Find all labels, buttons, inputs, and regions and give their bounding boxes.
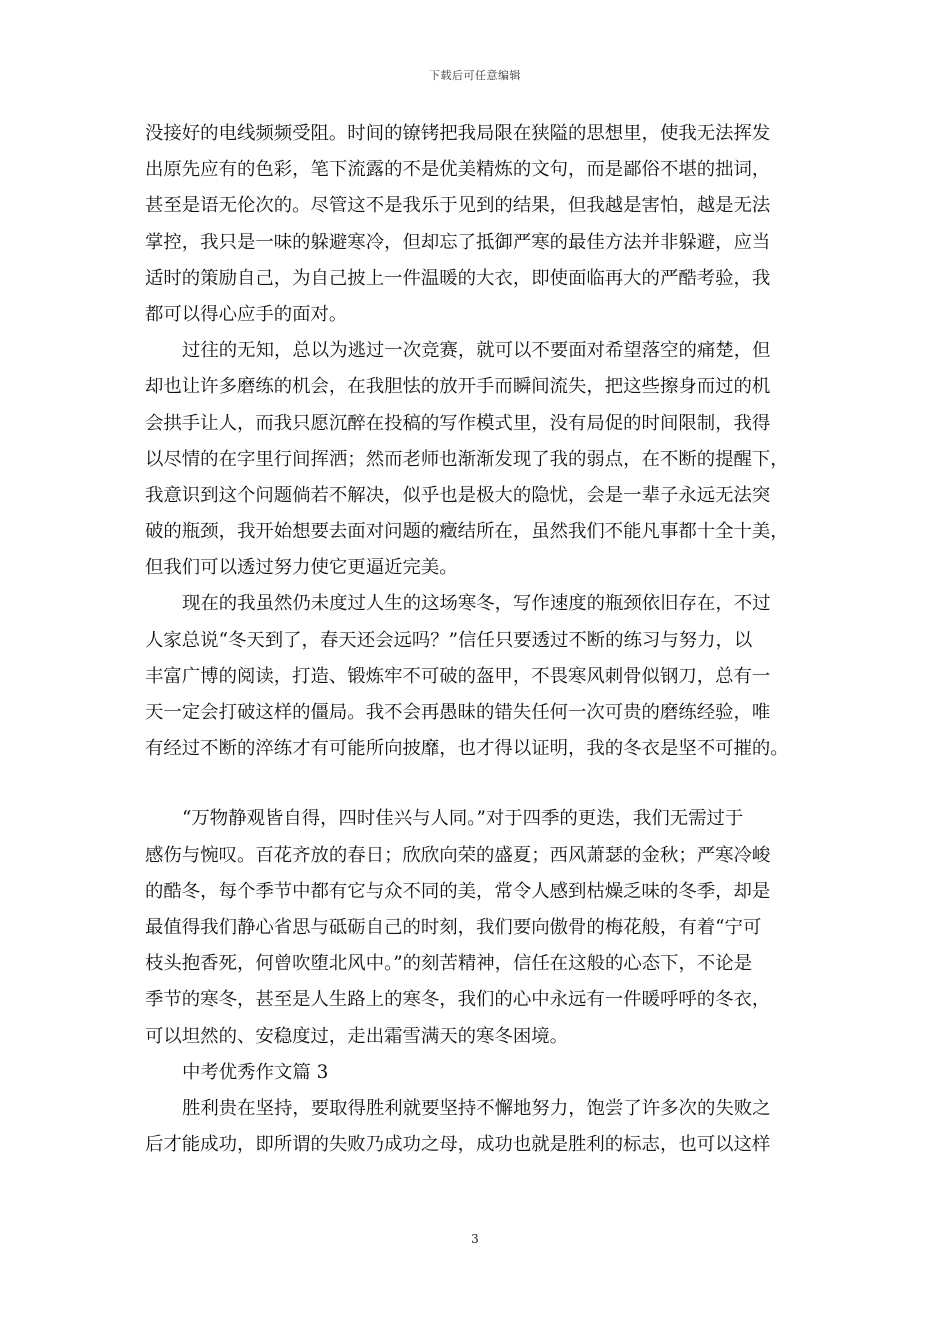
text-line: 丰富广博的阅读，打造、锻炼牢不可破的盔甲，不畏寒风刺骨似钢刀，总有一: [145, 665, 771, 687]
text-line: 以尽情的在字里行间挥洒；然而老师也渐渐发现了我的弱点，在不断的提醒下，: [145, 448, 789, 470]
text-line: 枝头抱香死，何曾吹堕北风中。”的刻苦精神，信任在这般的心态下，不论是: [145, 953, 753, 975]
text-line: 却也让许多磨练的机会，在我胆怯的放开手而瞬间流失，把这些擦身而过的机: [145, 376, 771, 398]
text-line: 季节的寒冬，甚至是人生路上的寒冬，我们的心中永远有一件暖呼呼的冬衣，: [145, 989, 771, 1011]
text-line: 出原先应有的色彩，笔下流露的不是优美精炼的文句，而是鄙俗不堪的拙词，: [145, 159, 771, 181]
text-line: 后才能成功，即所谓的失败乃成功之母，成功也就是胜利的标志，也可以这样: [145, 1134, 771, 1156]
text-line: 没接好的电线频频受阻。时间的镣铐把我局限在狭隘的思想里，使我无法挥发: [145, 123, 771, 144]
paragraph: [145, 586, 815, 767]
text-line: 的酷冬，每个季节中都有它与众不同的美，常令人感到枯燥乏味的冬季，却是: [145, 880, 771, 902]
text-line: 都可以得心应手的面对。: [145, 303, 348, 325]
text-line: 适时的策励自己，为自己披上一件温暖的大衣，即使面临再大的严酷考验，我: [145, 267, 771, 289]
text-line: “万物静观皆自得，四时佳兴与人同。”对于四季的更迭，我们无需过于: [182, 808, 744, 830]
section-heading: [145, 1055, 815, 1091]
text-line: 人家总说“冬天到了，春天还会远吗？”信任只要透过不断的练习与努力，以: [145, 629, 753, 651]
text-line: 有经过不断的淬练才有可能所向披靡，也才得以证明，我的冬衣是坚不可摧的。: [145, 738, 789, 760]
text-line: 破的瓶颈，我开始想要去面对问题的癥结所在，虽然我们不能凡事都十全十美，: [145, 521, 789, 543]
text-line: 甚至是语无伦次的。尽管这不是我乐于见到的结果，但我越是害怕，越是无法: [145, 195, 771, 217]
text-line: 现在的我虽然仍未度过人生的这场寒冬，写作速度的瓶颈依旧存在，不过: [182, 593, 771, 615]
text-line: 我意识到这个问题倘若不解决，似乎也是极大的隐忧，会是一辈子永远无法突: [145, 484, 771, 506]
paragraph: [145, 333, 815, 586]
paragraph: [145, 1091, 815, 1163]
text-line: 胜利贵在坚持，要取得胜利就要坚持不懈地努力，饱尝了许多次的失败之: [182, 1097, 771, 1119]
paragraph: [145, 116, 815, 333]
paragraph: [145, 801, 815, 1054]
document-body: [145, 116, 815, 1163]
paragraph-gap: [145, 767, 815, 801]
text-line: 最值得我们静心省思与砥砺自己的时刻，我们要向傲骨的梅花般，有着“宁可: [145, 916, 762, 938]
text-line: 天一定会打破这样的僵局。我不会再愚昧的错失任何一次可贵的磨练经验，唯: [145, 702, 771, 723]
text-line: 可以坦然的、安稳度过，走出霜雪满天的寒冬困境。: [145, 1025, 568, 1047]
page-number: 3: [471, 1232, 479, 1246]
text-line: 但我们可以透过努力使它更逼近完美。: [145, 557, 458, 579]
section-title: 中考优秀作文篇 3: [182, 1061, 329, 1083]
text-line: 会拱手让人，而我只愿沉醉在投稿的写作模式里，没有局促的时间限制，我得: [145, 412, 771, 434]
page-header: 下载后可任意编辑: [429, 69, 521, 82]
text-line: 掌控，我只是一味的躲避寒冷，但却忘了抵御严寒的最佳方法并非躲避，应当: [145, 231, 771, 253]
text-line: 感伤与惋叹。百花齐放的春日；欣欣向荣的盛夏；西风萧瑟的金秋；严寒冷峻: [145, 844, 771, 866]
text-line: 过往的无知，总以为逃过一次竞赛，就可以不要面对希望落空的痛楚，但: [182, 340, 771, 362]
